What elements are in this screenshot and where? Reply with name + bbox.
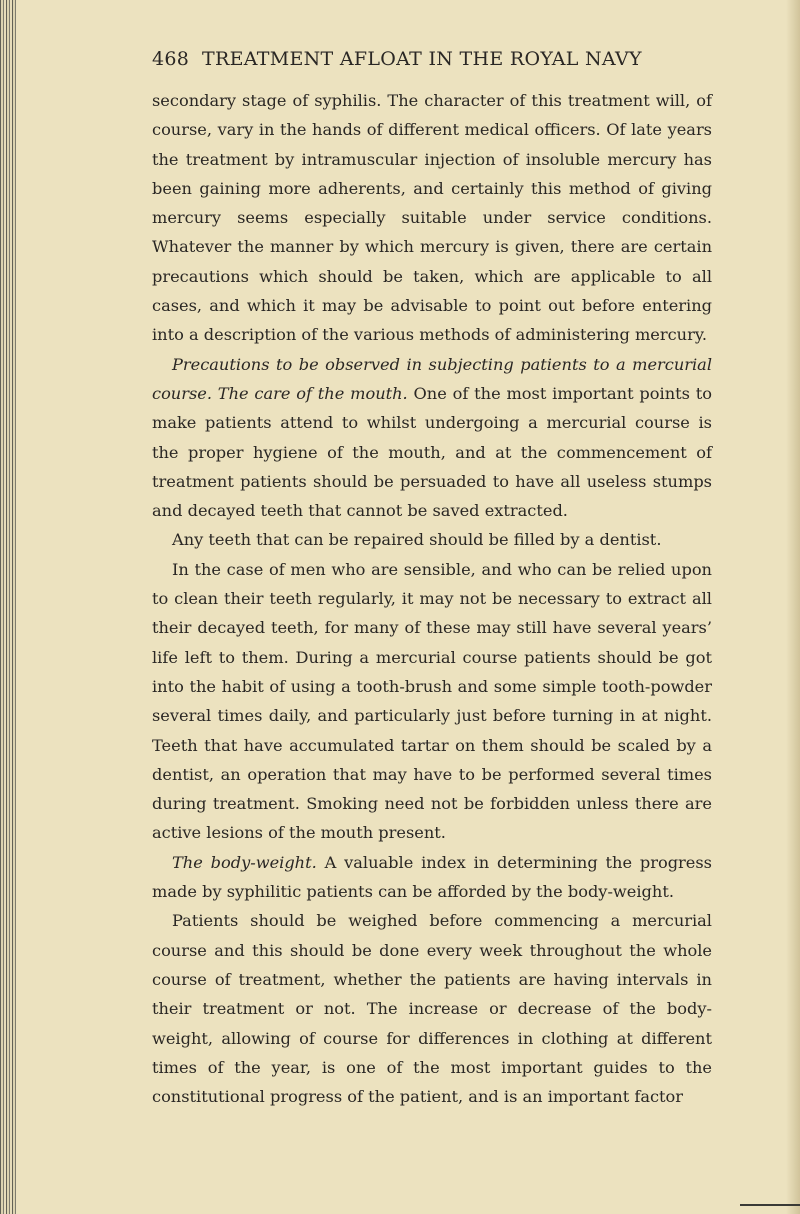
- paragraph-precautions-text: One of the most important points to make patients attend to whilst undergoing a mercurial course is the proper hygiene of the mouth, and at the commencement of treatment patients should be persuaded to have all useless stumps and decayed teeth that cannot be saved extracted.: [152, 383, 712, 521]
- page-number: 468: [152, 48, 190, 70]
- paragraph-weighing: [152, 906, 712, 1111]
- body-text: [152, 86, 712, 1111]
- paragraph-dentist: [152, 525, 712, 554]
- section-heading-body-weight: The body-weight.: [172, 852, 317, 872]
- paragraph-body-weight: [152, 848, 712, 907]
- running-title: TREATMENT AFLOAT IN THE ROYAL NAVY: [202, 48, 642, 70]
- book-page: [152, 44, 712, 1111]
- running-header: [152, 44, 712, 74]
- paragraph-intro: [152, 86, 712, 350]
- paragraph-intro-text: secondary stage of syphilis. The character of this treatment will, of course, vary in the hands of different medical officers. Of late years the treatment by intramuscular injection of insoluble mercury has been gaining more adherents, and certainly this method of giving mercury seems especially suitable under service conditions. Whatever the manner by which mercury is given, there are certain precautions which should be taken, which are applicable to all cases, and which it may be advisable to point out before entering into a description of the various methods of administering mercury.: [152, 91, 712, 345]
- page-edge-shadow: [786, 0, 800, 1214]
- page-edge-mark: [740, 1204, 800, 1206]
- paragraph-body-weight-text: A valuable index in determining the progress made by syphilitic patients can be afforded by the body-weight.: [152, 852, 712, 902]
- paragraph-sensible-men-text: In the case of men who are sensible, and who can be relied upon to clean their teeth regularly, it may not be necessary to extract all their decayed teeth, for many of these may still have several years’ life left to them. During a mercurial course patients should be got into the habit of using a tooth-brush and some simple tooth-powder several times daily, and particularly just before turning in at night. Teeth that have accumulated tartar on them should be scaled by a dentist, an operation that may have to be performed several times during treatment. Smoking need not be forbidden unless there are active lesions of the mouth present.: [152, 559, 712, 843]
- paragraph-weighing-text: Patients should be weighed before commencing a mercurial course and this should be done every week throughout the whole course of treatment, whether the patients are having intervals in their treatment or not. The increase or decrease of the body-weight, allowing of course for differences in clothing at different times of the year, is one of the most important guides to the constitutional progress of the patient, and is an important factor: [152, 911, 712, 1107]
- section-heading-precautions: Precautions to be observed in subjecting patients to a mercurial course. The care of the mouth.: [152, 354, 712, 403]
- paragraph-precautions: [152, 350, 712, 526]
- paragraph-dentist-text: Any teeth that can be repaired should be filled by a dentist.: [172, 530, 662, 550]
- book-binding-edge: [0, 0, 16, 1214]
- paragraph-sensible-men: [152, 555, 712, 848]
